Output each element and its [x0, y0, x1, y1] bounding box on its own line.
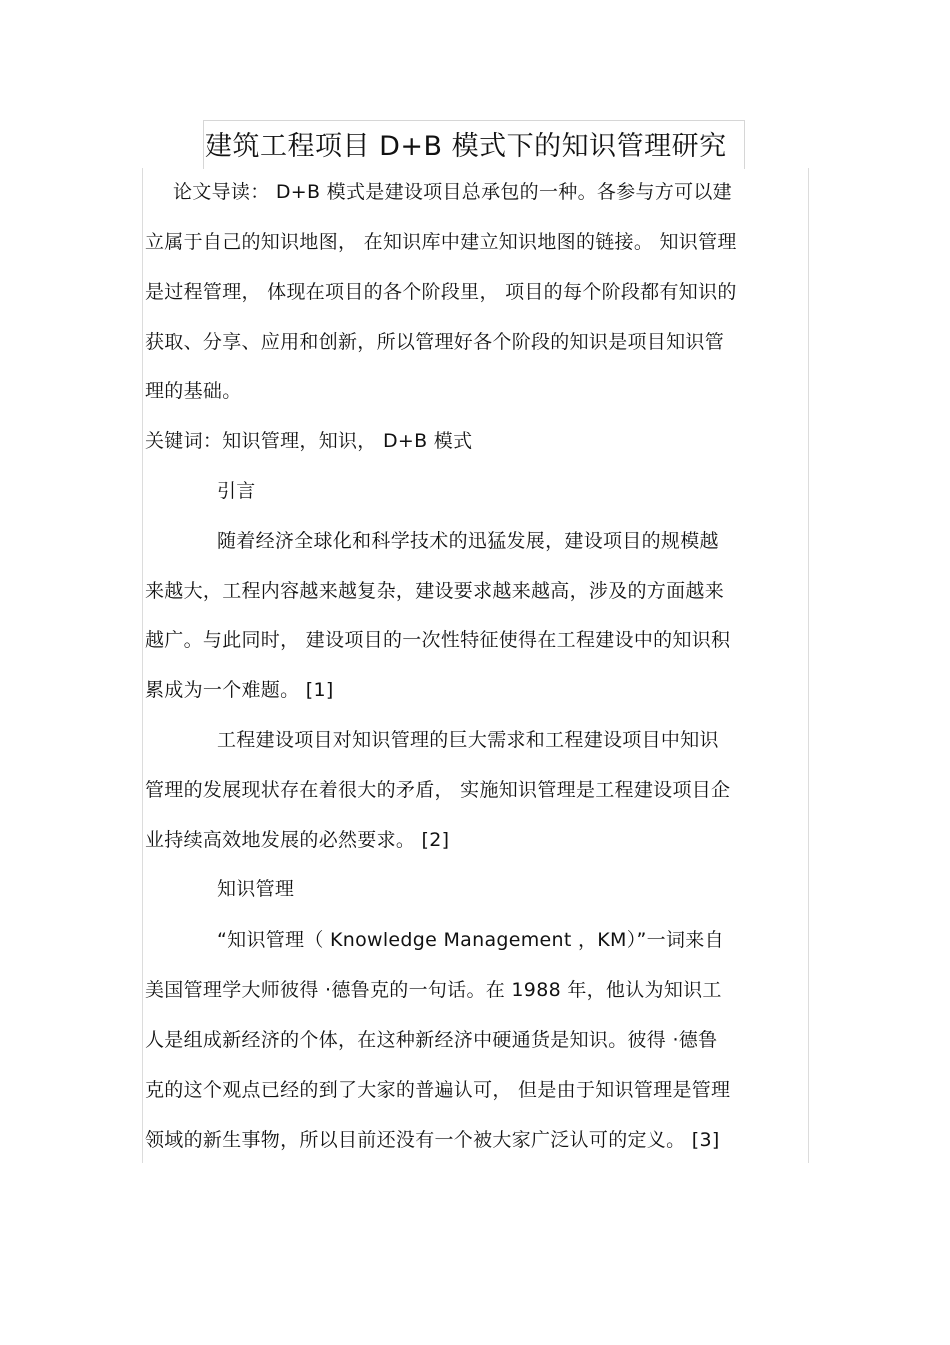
paragraph-line: 克的这个观点已经的到了大家的普遍认可， 但是由于知识管理是管理	[145, 1079, 731, 1101]
abstract-line: 理的基础。	[145, 380, 242, 402]
document-title: 建筑工程项目 D+B 模式下的知识管理研究	[205, 131, 727, 162]
paragraph-line: 累成为一个难题。 [1]	[145, 679, 334, 701]
abstract-line: 获取、分享、应用和创新，所以管理好各个阶段的知识是项目知识管	[145, 331, 725, 353]
paragraph-line: 越广。与此同时， 建设项目的一次性特征使得在工程建设中的知识积	[145, 629, 731, 651]
content-frame	[142, 168, 809, 1163]
section-heading-intro: 引言	[217, 480, 256, 502]
paragraph-line: 业持续高效地发展的必然要求。 [2]	[145, 829, 450, 851]
keywords-line: 关键词：知识管理，知识， D+B 模式	[145, 430, 473, 452]
paragraph-line: “知识管理（ Knowledge Management ，KM）”一词来自	[217, 929, 724, 951]
abstract-line: 论文导读： D+B 模式是建设项目总承包的一种。各参与方可以建	[173, 181, 732, 203]
paragraph-line: 领域的新生事物，所以目前还没有一个被大家广泛认可的定义。 [3]	[145, 1129, 720, 1151]
paragraph-line: 工程建设项目对知识管理的巨大需求和工程建设项目中知识	[217, 729, 719, 751]
section-heading-km: 知识管理	[217, 878, 295, 900]
abstract-line: 是过程管理， 体现在项目的各个阶段里， 项目的每个阶段都有知识的	[145, 281, 737, 303]
paragraph-line: 来越大，工程内容越来越复杂，建设要求越来越高，涉及的方面越来	[145, 580, 725, 602]
paragraph-line: 美国管理学大师彼得 ·德鲁克的一句话。在 1988 年，他认为知识工	[145, 979, 722, 1001]
paragraph-line: 随着经济全球化和科学技术的迅猛发展，建设项目的规模越	[217, 530, 719, 552]
paragraph-line: 管理的发展现状存在着很大的矛盾， 实施知识管理是工程建设项目企	[145, 779, 731, 801]
paragraph-line: 人是组成新经济的个体，在这种新经济中硬通货是知识。彼得 ·德鲁	[145, 1029, 718, 1051]
abstract-line: 立属于自己的知识地图， 在知识库中建立知识地图的链接。 知识管理	[145, 231, 737, 253]
